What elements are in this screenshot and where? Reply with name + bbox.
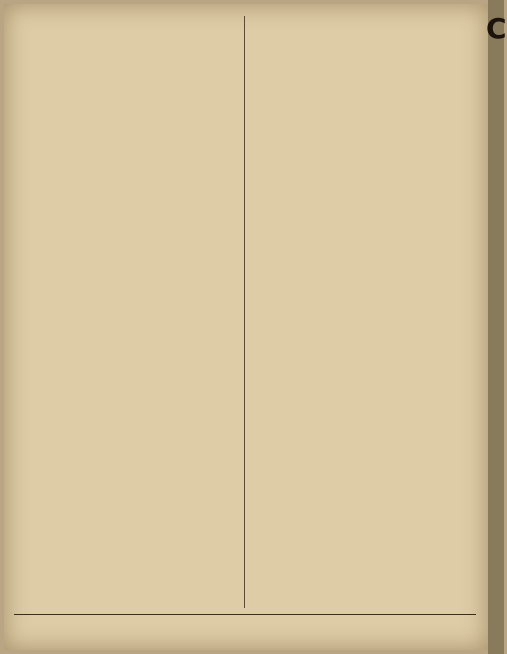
masthead-fragment: C <box>486 12 507 45</box>
page-edge-strip <box>486 0 507 654</box>
footer-divider <box>14 614 476 615</box>
column-divider <box>244 16 245 608</box>
article-column-left <box>14 16 237 608</box>
article-column-right <box>251 16 476 608</box>
